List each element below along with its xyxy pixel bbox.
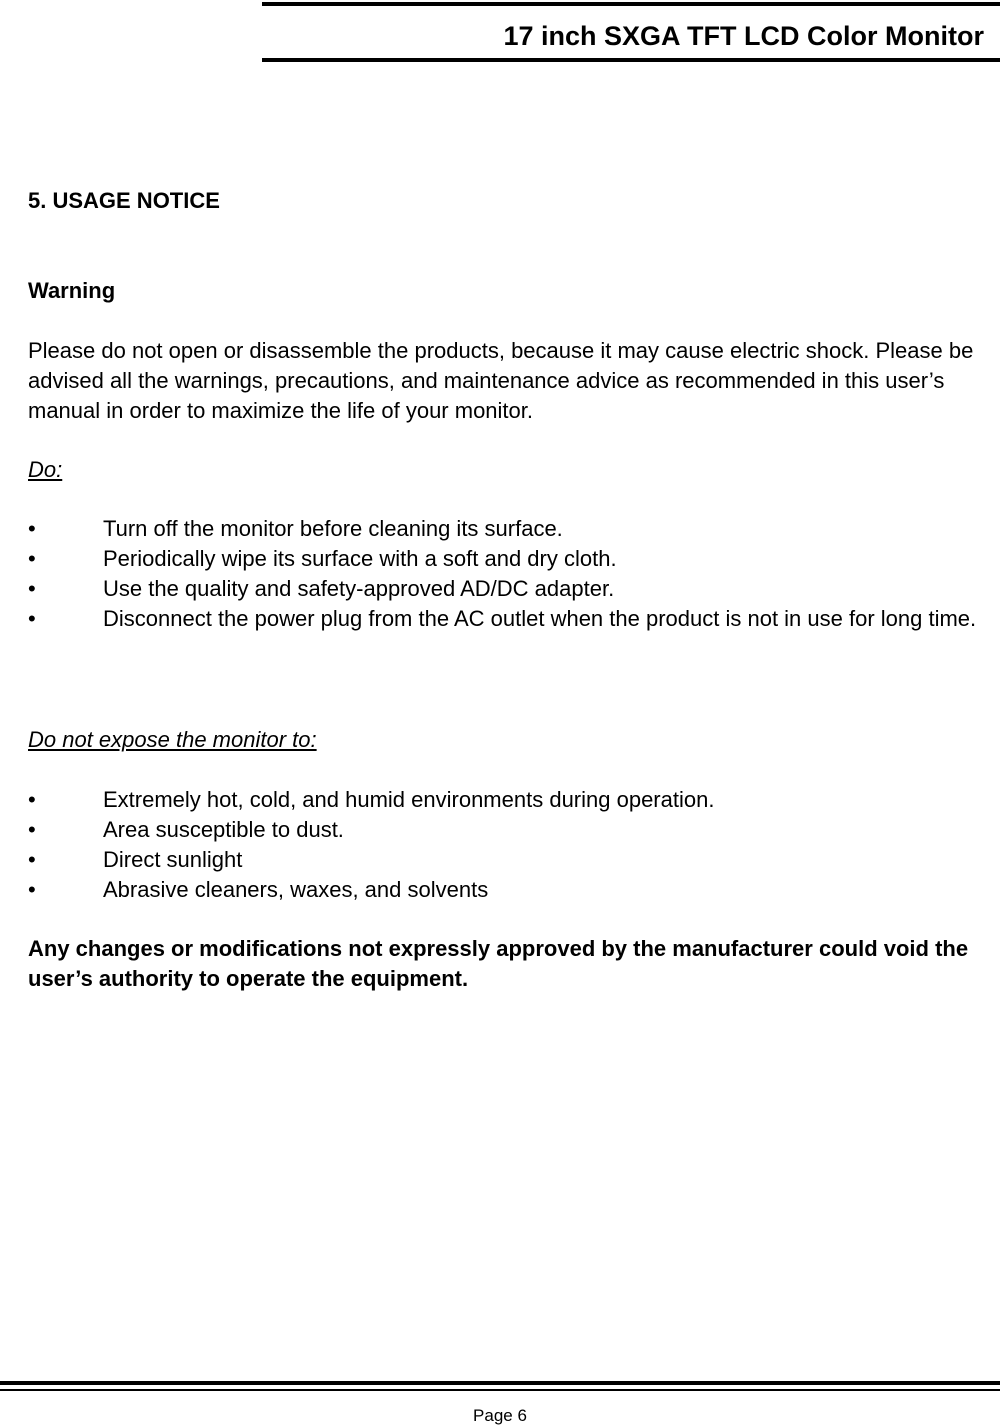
header-rule-bottom [262,58,1000,62]
bullet-icon: • [28,546,36,571]
fcc-notice: Any changes or modifications not expressly approved by the manufacturer could void the user’s authority to operate the equipment. [28,936,969,991]
list-item [28,815,994,845]
section-heading: 5. USAGE NOTICE [28,188,220,213]
bullet-icon: • [28,817,36,842]
list-item [28,514,994,544]
do-heading: Do: [28,457,63,482]
list-item [28,574,994,604]
bullet-icon: • [28,606,36,631]
bullet-icon: • [28,877,36,902]
bullet-icon: • [28,516,36,541]
warning-paragraph: Please do not open or disassemble the products, because it may cause electric shock. Please be advised all the warnings, precautions, and maintenance advice as recommended in this user’s manual in order to maximize the life of your monitor. [28,338,974,423]
bullet-icon: • [28,847,36,872]
list-item-text: Turn off the monitor before cleaning its surface. [103,516,563,541]
do-list [28,514,994,634]
list-item [28,604,994,634]
footer-rule-thin [0,1389,1000,1391]
list-item-text: Direct sunlight [103,847,243,872]
list-item-text: Periodically wipe its surface with a soft and dry cloth. [103,546,617,571]
dont-heading: Do not expose the monitor to: [28,727,317,752]
list-item-text: Extremely hot, cold, and humid environments during operation. [103,787,715,812]
list-item-text: Disconnect the power plug from the AC outlet when the product is not in use for long time. [103,606,977,631]
list-item [28,875,994,905]
list-item [28,785,994,815]
page-number: Page 6 [473,1406,527,1425]
list-item [28,544,994,574]
list-item-text: Use the quality and safety-approved AD/DC adapter. [103,576,615,601]
warning-heading: Warning [28,278,116,303]
header-rule-top [262,2,1000,6]
document-title: 17 inch SXGA TFT LCD Color Monitor [503,21,984,51]
footer-rule-thick [0,1381,1000,1385]
dont-list [28,785,994,905]
bullet-icon: • [28,576,36,601]
list-item [28,845,994,875]
bullet-icon: • [28,787,36,812]
list-item-text: Area susceptible to dust. [103,817,344,842]
list-item-text: Abrasive cleaners, waxes, and solvents [103,877,489,902]
